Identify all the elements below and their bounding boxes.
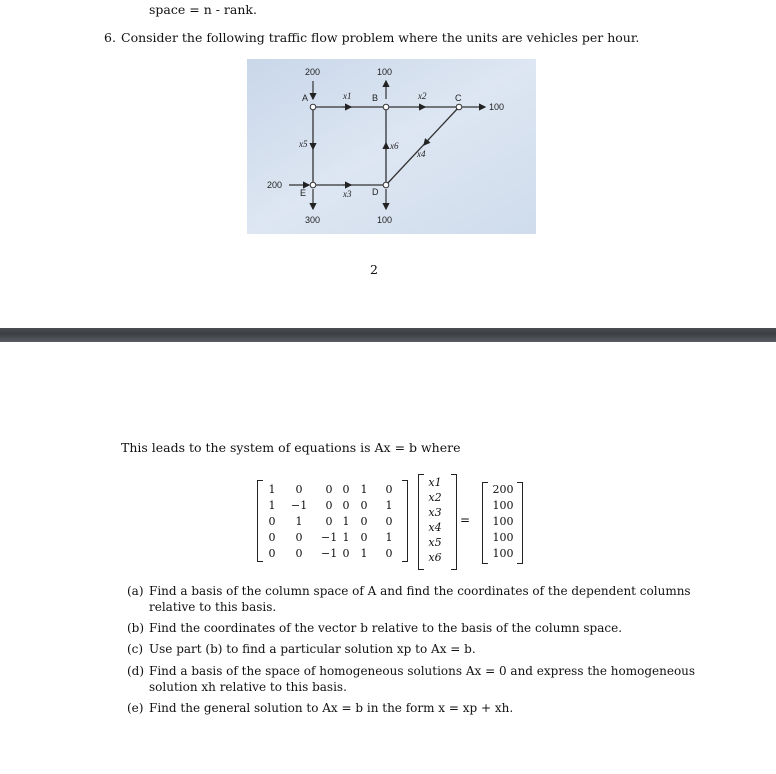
vector-x-entry: x2 — [428, 491, 442, 504]
vector-x-entry: x4 — [428, 521, 442, 534]
part-b — [127, 620, 622, 636]
matrix-a-cell: 0 — [360, 531, 368, 544]
part-d-continuation: solution xh relative to this basis. — [149, 680, 347, 694]
matrix-a-cell: 0 — [325, 483, 333, 496]
part-b-text: Find the coordinates of the vector b relative to the basis of the column space. — [149, 621, 623, 635]
problem-text: Consider the following traffic flow problem where the units are vehicles per hour. — [121, 30, 640, 45]
part-e — [127, 700, 513, 716]
node-e-dot — [310, 182, 316, 188]
vector-x-entry: x3 — [428, 506, 442, 519]
part-a-continuation: relative to this basis. — [149, 600, 277, 614]
matrix-a-cell: 0 — [295, 547, 303, 560]
var-label-x5: x5 — [299, 139, 308, 149]
flow-label-bottom-d: 100 — [377, 215, 393, 225]
node-a-dot — [310, 104, 316, 110]
traffic-flow-diagram — [247, 59, 536, 234]
matrix-a-right-bracket — [402, 480, 408, 562]
matrix-a-cell: −1 — [291, 499, 308, 512]
node-label-c: C — [455, 93, 462, 103]
part-d — [127, 663, 696, 694]
page-2 — [0, 342, 776, 774]
var-label-x2: x2 — [418, 91, 427, 101]
node-label-d: D — [372, 187, 379, 197]
vector-x-entry: x1 — [428, 476, 442, 489]
flow-label-right-c: 100 — [489, 102, 505, 112]
matrix-a-cell: 0 — [342, 499, 350, 512]
node-b-dot — [383, 104, 389, 110]
part-a-label: (a) — [127, 584, 144, 598]
node-d-dot — [383, 182, 389, 188]
part-d-label: (d) — [127, 664, 145, 678]
vector-x-left-bracket — [418, 474, 424, 570]
page-number: 2 — [370, 262, 378, 277]
vector-b-entry: 100 — [492, 547, 514, 560]
matrix-a-cell: 0 — [385, 515, 393, 528]
matrix-a-cell: 0 — [385, 483, 393, 496]
var-label-x1: x1 — [343, 91, 352, 101]
vector-x-entry: x5 — [428, 536, 442, 549]
var-label-x6: x6 — [390, 141, 399, 151]
flow-label-bottom-e: 300 — [305, 215, 321, 225]
var-label-x3: x3 — [343, 189, 352, 199]
matrix-a-cell: 1 — [268, 499, 276, 512]
part-e-text: Find the general solution to Ax = b in the form x = xp + xh. — [149, 701, 514, 715]
vector-b-entry: 100 — [492, 515, 514, 528]
node-c-dot — [456, 104, 462, 110]
node-label-a: A — [302, 93, 309, 103]
node-label-e: E — [300, 188, 307, 198]
part-d-text: Find a basis of the space of homogeneous solutions Ax = 0 and express the homogeneous — [149, 664, 696, 678]
matrix-a-cell: −1 — [321, 531, 338, 544]
vector-b-entry: 100 — [492, 531, 514, 544]
matrix-a-cell: 0 — [325, 515, 333, 528]
matrix-a-cell: 0 — [295, 483, 303, 496]
matrix-a-cell: 0 — [295, 531, 303, 544]
matrix-a-cell: 1 — [342, 515, 350, 528]
top-line: space = n - rank. — [149, 2, 257, 17]
equals-sign: = — [460, 513, 471, 527]
matrix-a-cell: 0 — [268, 531, 276, 544]
vector-b-entry: 200 — [492, 483, 514, 496]
matrix-a-cell: 0 — [360, 515, 368, 528]
page-separator — [0, 328, 776, 342]
matrix-a-cell: 0 — [325, 499, 333, 512]
flow-label-left-e: 200 — [267, 180, 283, 190]
page-1 — [0, 0, 776, 330]
matrix-a-cell: 1 — [360, 483, 368, 496]
part-a — [127, 583, 691, 614]
matrix-a-cell: 0 — [360, 499, 368, 512]
matrix-a-cell: 1 — [268, 483, 276, 496]
matrix-a-left-bracket — [257, 480, 263, 562]
flow-label-top-b: 100 — [377, 67, 393, 77]
part-c-label: (c) — [127, 642, 144, 656]
matrix-a-cell: 0 — [342, 547, 350, 560]
matrix-a-cell: 1 — [342, 531, 350, 544]
part-c — [127, 641, 476, 657]
vector-b-entry: 100 — [492, 499, 514, 512]
matrix-a-cell: 0 — [342, 483, 350, 496]
var-label-x4: x4 — [417, 149, 426, 159]
matrix-a-cell: 0 — [268, 515, 276, 528]
part-b-label: (b) — [127, 621, 145, 635]
matrix-a-cell: 0 — [385, 547, 393, 560]
matrix-a-cell: −1 — [321, 547, 338, 560]
part-c-text: Use part (b) to find a particular solution xp to Ax = b. — [149, 642, 476, 656]
part-e-label: (e) — [127, 701, 144, 715]
matrix-a-cell: 1 — [295, 515, 303, 528]
vector-x-right-bracket — [451, 474, 457, 570]
node-label-b: B — [372, 93, 379, 103]
intro-text: This leads to the system of equations is Ax = b where — [121, 440, 461, 455]
matrix-a-cell: 0 — [268, 547, 276, 560]
matrix-a-cell: 1 — [385, 499, 393, 512]
matrix-a-cell: 1 — [360, 547, 368, 560]
part-a-text: Find a basis of the column space of A and find the coordinates of the dependent columns — [149, 584, 691, 598]
vector-x-entry: x6 — [428, 551, 442, 564]
matrix-a-cell: 1 — [385, 531, 393, 544]
problem-number: 6. — [104, 30, 116, 45]
flow-label-top-a: 200 — [305, 67, 321, 77]
